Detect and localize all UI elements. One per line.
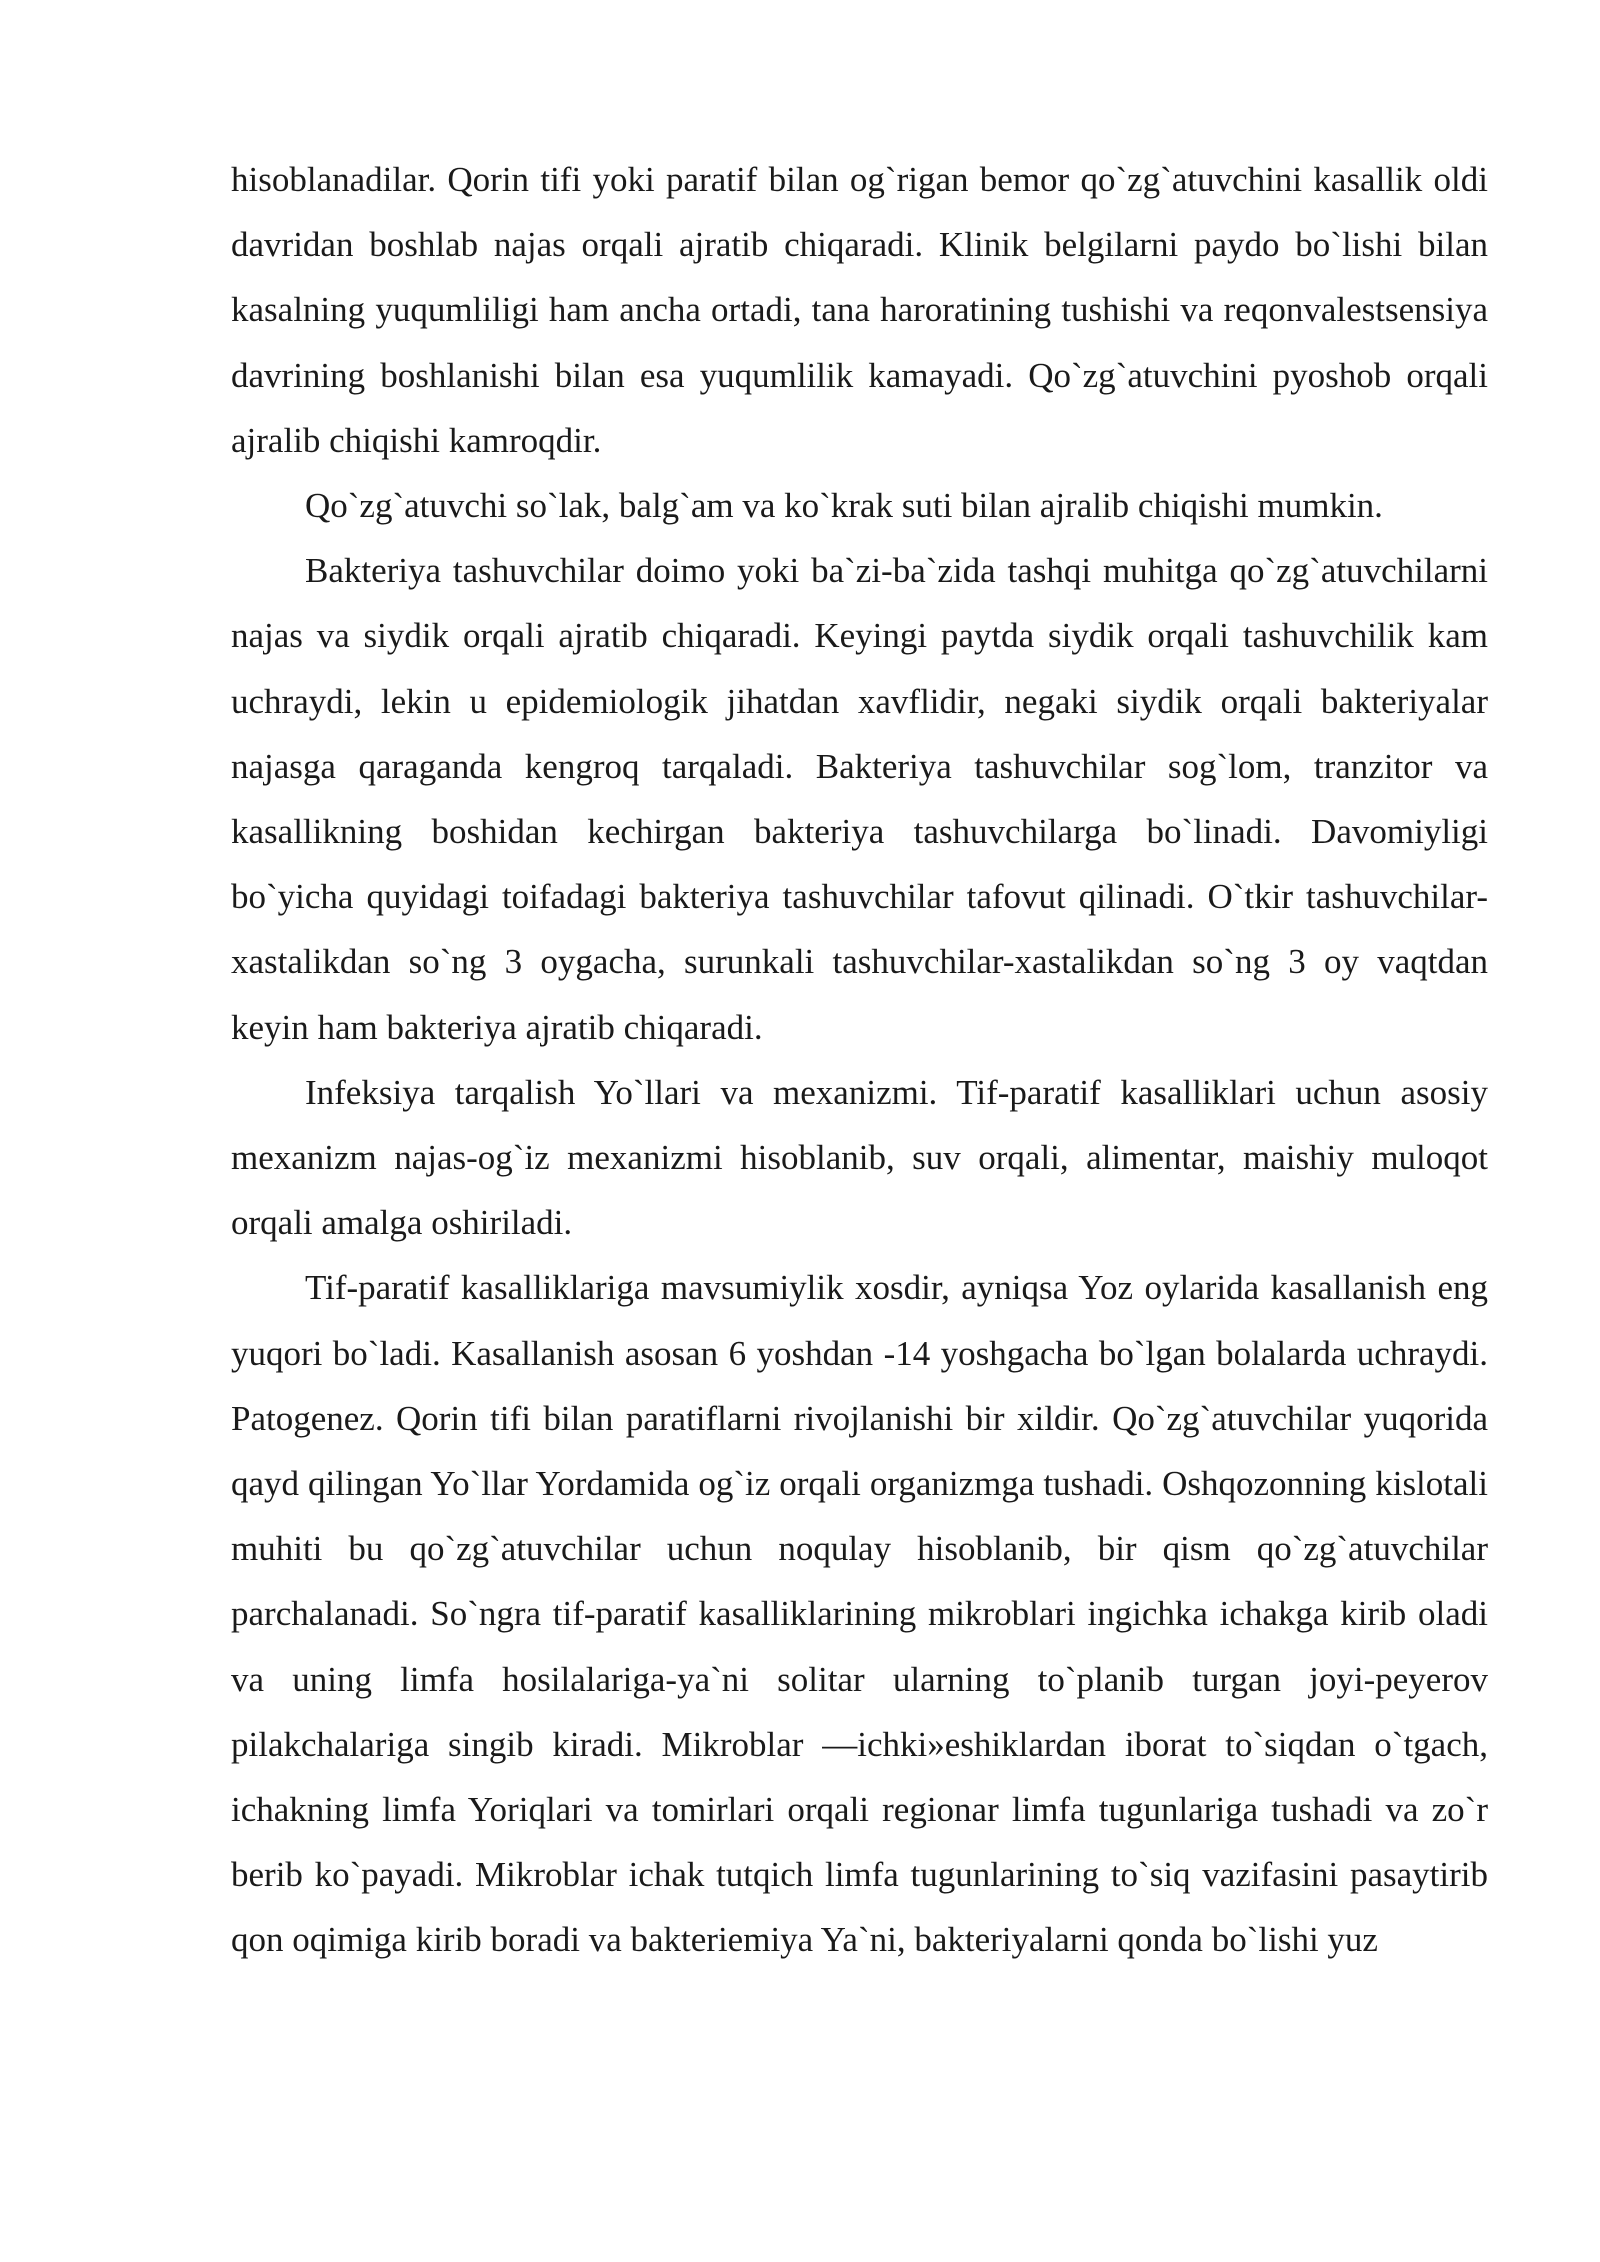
paragraph-excretion: Qo`zg`atuvchi so`lak, balg`am va ko`krak suti bilan ajralib chiqishi mumkin. [305, 486, 1383, 526]
paragraph-carriers: Bakteriya tashuvchilar doimo yoki ba`zi-ba`zida tashqi muhitga qo`zg`atuvchilarni najas va siydik orqali ajratib chiqaradi. Keyingi paytda siydik orqali tashuvchilik kam uchraydi, lekin u epidemiologik jihatdan xavflidir, negaki siydik orqali bakteriyalar najasga qaraganda kengroq tarqaladi. Bakteriya tashuvchilar sog`lom, tranzitor va kasallikning boshidan kechirgan bakteriya tashuvchilarga bo`linadi. Davomiyligi bo`yicha quyidagi toifadagi bakteriya tashuvchilar tafovut qilinadi. O`tkir tashuvchilar-xastalikdan so`ng 3 oygacha, surunkali tashuvchilar-xastalikdan so`ng 3 oy vaqtdan keyin ham bakteriya ajratib chiqaradi. [231, 551, 1488, 1047]
body-text [231, 147, 1488, 1973]
paragraph-continuation: hisoblanadilar. Qorin tifi yoki paratif bilan og`rigan bemor qo`zg`atuvchini kasallik oldi davridan boshlab najas orqali ajratib chiqaradi. Klinik belgilarni paydo bo`lishi bilan kasalning yuqumliligi ham ancha ortadi, tana haroratining tushishi va reqonvalestsensiya davrining boshlanishi bilan esa yuqumlilik kamayadi. Qo`zg`atuvchini pyoshob orqali ajralib chiqishi kamroqdir. [231, 160, 1488, 460]
paragraph-pathogenesis: Tif-paratif kasalliklariga mavsumiylik xosdir, ayniqsa Yoz oylarida kasallanish eng yuqori bo`ladi. Kasallanish asosan 6 yoshdan -14 yoshgacha bo`lgan bolalarda uchraydi. Patogenez. Qorin tifi bilan paratiflarni rivojlanishi bir xildir. Qo`zg`atuvchilar yuqorida qayd qilingan Yo`llar Yordamida og`iz orqali organizmga tushadi. Oshqozonning kislotali muhiti bu qo`zg`atuvchilar uchun noqulay hisoblanib, bir qism qo`zg`atuvchilar parchalanadi. So`ngra tif-paratif kasalliklarining mikroblari ingichka ichakga kirib oladi va uning limfa hosilalariga-ya`ni solitar ularning to`planib turgan joyi-peyerov pilakchalariga singib kiradi. Mikroblar —ichki»eshiklardan iborat to`siqdan o`tgach, ichakning limfa Yoriqlari va tomirlari orqali regionar limfa tugunlariga tushadi va zo`r berib ko`payadi. Mikroblar ichak tutqich limfa tugunlarining to`siq vazifasini pasaytirib qon oqimiga kirib boradi va bakteriemiya Ya`ni, bakteriyalarni qonda bo`lishi yuz [231, 1268, 1488, 1960]
paragraph-transmission: Infeksiya tarqalish Yo`llari va mexanizmi. Tif-paratif kasalliklari uchun asosiy mexanizm najas-og`iz mexanizmi hisoblanib, suv orqali, alimentar, maishiy muloqot orqali amalga oshiriladi. [231, 1072, 1488, 1243]
